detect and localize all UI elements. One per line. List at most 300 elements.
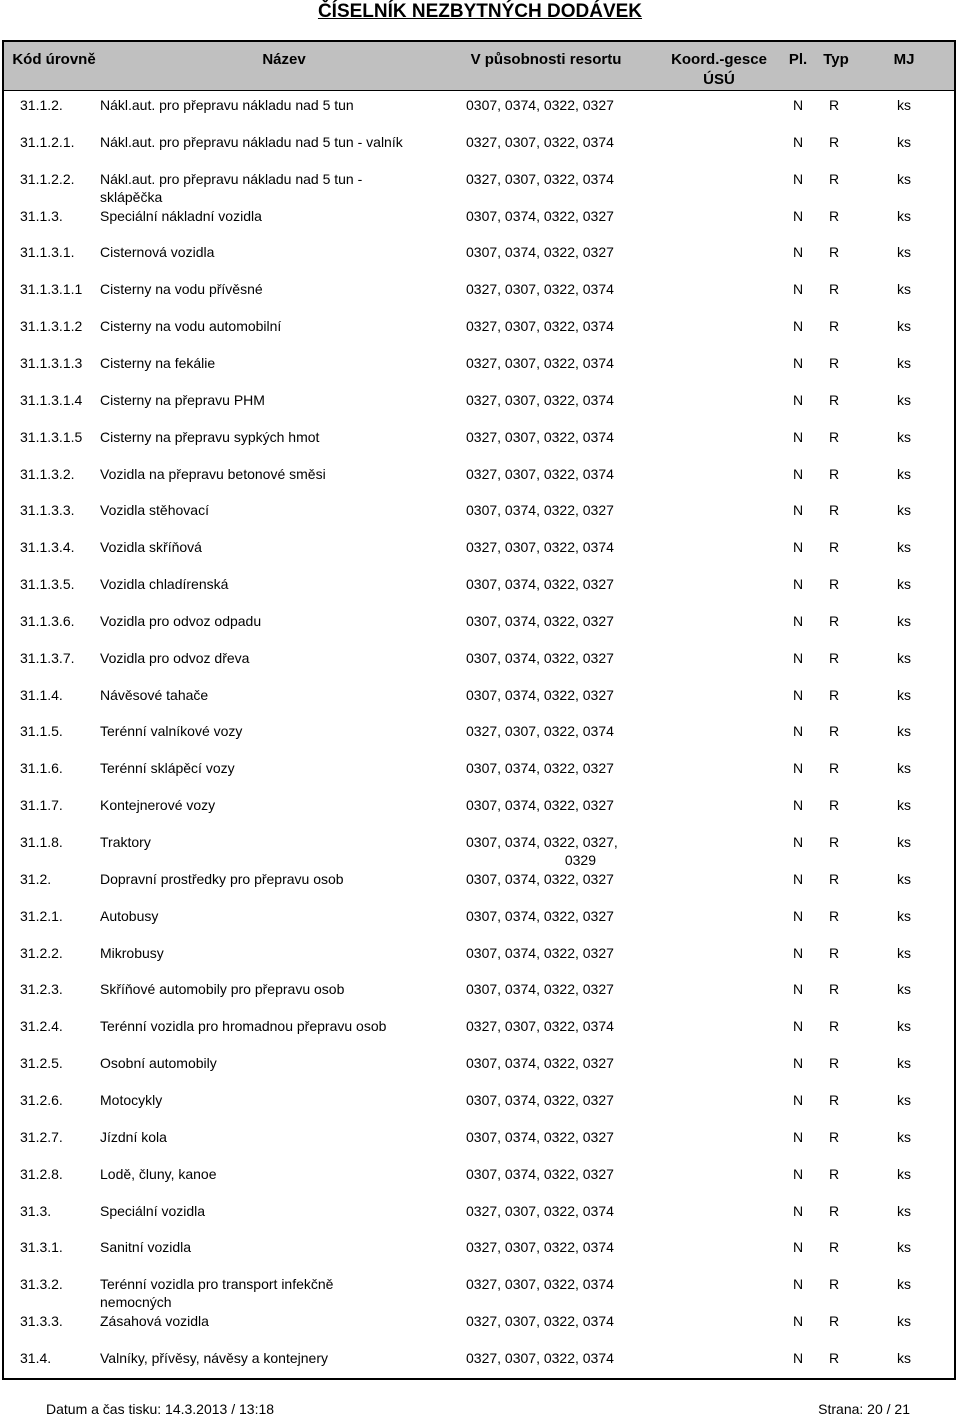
row-name bbox=[100, 243, 214, 261]
row-scope-line: 0327, 0307, 0322, 0374 bbox=[466, 281, 614, 298]
table-row bbox=[4, 604, 954, 640]
row-mj: ks bbox=[897, 97, 911, 113]
row-code: 31.1.3.1.1 bbox=[20, 281, 83, 298]
row-code: 31.2.4. bbox=[20, 1018, 63, 1035]
row-name-line: Terénní vozidla pro hromadnou přepravu osob bbox=[100, 1018, 387, 1035]
row-scope bbox=[466, 870, 636, 888]
row-name-line: Terénní valníkové vozy bbox=[100, 723, 243, 740]
row-mj: ks bbox=[897, 170, 911, 187]
row-name bbox=[100, 280, 263, 298]
row-name-line: Cisterny na přepravu sypkých hmot bbox=[100, 428, 320, 445]
row-name-line: Vozidla na přepravu betonové směsi bbox=[100, 465, 326, 482]
row-scope bbox=[466, 428, 636, 446]
row-typ: R bbox=[828, 354, 840, 371]
row-scope-line: 0327, 0307, 0322, 0374 bbox=[466, 1018, 614, 1035]
row-name bbox=[100, 538, 202, 556]
row-code: 31.1.3.7. bbox=[20, 649, 75, 666]
row-scope-line: 0327, 0307, 0322, 0374 bbox=[466, 723, 614, 740]
row-name bbox=[100, 133, 403, 151]
row-scope-line: 0307, 0374, 0322, 0327 bbox=[466, 244, 614, 261]
row-name-line: Vozidla pro odvoz dřeva bbox=[100, 649, 250, 666]
row-scope-line: 0307, 0374, 0322, 0327 bbox=[466, 1128, 614, 1145]
row-name bbox=[100, 686, 208, 704]
row-name bbox=[100, 1054, 217, 1072]
row-code: 31.1.3.1. bbox=[20, 244, 75, 261]
row-scope-line: 0307, 0374, 0322, 0327 bbox=[466, 686, 614, 703]
row-pl: N bbox=[792, 1349, 804, 1366]
row-scope bbox=[466, 686, 636, 704]
row-typ: R bbox=[828, 391, 840, 408]
table-row bbox=[4, 1341, 954, 1377]
row-scope-line: 0327, 0307, 0322, 0374 bbox=[466, 133, 614, 150]
table-row bbox=[4, 1046, 954, 1082]
table-header bbox=[4, 42, 954, 91]
col-koord-header: Koord.-gesce ÚSÚ bbox=[671, 51, 767, 88]
row-scope bbox=[466, 1091, 636, 1109]
row-scope bbox=[466, 1054, 636, 1072]
row-name bbox=[100, 575, 228, 593]
table-row bbox=[4, 162, 954, 205]
row-mj: ks bbox=[897, 281, 911, 298]
row-code: 31.1.6. bbox=[20, 760, 63, 777]
row-scope-line: 0327, 0307, 0322, 0374 bbox=[466, 354, 614, 371]
row-scope bbox=[466, 538, 636, 556]
col-scope-header: V působnosti resortu bbox=[470, 51, 622, 68]
row-name-line: Autobusy bbox=[100, 907, 159, 924]
row-name bbox=[100, 501, 209, 519]
row-pl: N bbox=[792, 391, 804, 408]
col-name-header: Název bbox=[262, 51, 306, 68]
row-scope-line: 0307, 0374, 0322, 0327 bbox=[466, 797, 614, 814]
row-name-line: Nákl.aut. pro přepravu nákladu nad 5 tun - valník bbox=[100, 133, 403, 150]
row-scope-line: 0307, 0374, 0322, 0327 bbox=[466, 612, 614, 629]
row-name-line: Zásahová vozidla bbox=[100, 1313, 209, 1330]
row-pl: N bbox=[792, 1165, 804, 1182]
row-name bbox=[100, 354, 215, 372]
row-code: 31.2.3. bbox=[20, 981, 63, 998]
row-typ: R bbox=[828, 1239, 840, 1256]
row-mj: ks bbox=[897, 391, 911, 408]
row-code: 31.1.3.1.4 bbox=[20, 391, 83, 408]
row-mj: ks bbox=[897, 944, 911, 961]
row-pl: N bbox=[792, 354, 804, 371]
row-mj: ks bbox=[897, 244, 911, 261]
row-scope bbox=[466, 207, 636, 225]
row-typ: R bbox=[828, 649, 840, 666]
row-name-line: Cisterny na vodu přívěsné bbox=[100, 281, 263, 298]
row-name-line: Terénní sklápěcí vozy bbox=[100, 760, 235, 777]
row-scope bbox=[466, 1275, 636, 1293]
row-scope bbox=[466, 1128, 636, 1146]
row-mj: ks bbox=[897, 870, 911, 887]
row-mj: ks bbox=[897, 612, 911, 629]
row-name-line: Cisternová vozidla bbox=[100, 244, 215, 261]
row-scope-line: 0307, 0374, 0322, 0327 bbox=[466, 760, 614, 777]
row-name-line: Vozidla chladírenská bbox=[100, 576, 229, 593]
row-name-line: Návěsové tahače bbox=[100, 686, 209, 703]
row-name bbox=[100, 907, 158, 925]
row-code: 31.2. bbox=[20, 870, 52, 887]
table-row bbox=[4, 1230, 954, 1266]
row-pl: N bbox=[792, 502, 804, 519]
row-mj: ks bbox=[897, 502, 911, 519]
row-mj: ks bbox=[897, 428, 911, 445]
row-pl: N bbox=[792, 97, 804, 113]
row-code: 31.1.2.2. bbox=[20, 170, 75, 187]
row-scope bbox=[466, 354, 636, 372]
row-name bbox=[100, 465, 326, 483]
table-row bbox=[4, 530, 954, 566]
row-typ: R bbox=[828, 1313, 840, 1330]
row-code: 31.1.3.6. bbox=[20, 612, 75, 629]
row-mj: ks bbox=[897, 1165, 911, 1182]
row-scope-line: 0327, 0307, 0322, 0374 bbox=[466, 1239, 614, 1256]
row-scope-line: 0327, 0307, 0322, 0374 bbox=[466, 428, 614, 445]
row-mj: ks bbox=[897, 1276, 911, 1293]
row-name-line: Vozidla pro odvoz odpadu bbox=[100, 612, 262, 629]
row-typ: R bbox=[828, 1349, 840, 1366]
row-name bbox=[100, 1165, 217, 1183]
row-mj: ks bbox=[897, 1055, 911, 1072]
row-scope bbox=[466, 980, 636, 998]
row-scope-line: 0307, 0374, 0322, 0327 bbox=[466, 944, 614, 961]
row-scope-line: 0327, 0307, 0322, 0374 bbox=[466, 1313, 614, 1330]
row-name bbox=[100, 207, 262, 225]
row-scope-line: 0327, 0307, 0322, 0374 bbox=[466, 1276, 614, 1293]
row-pl: N bbox=[792, 428, 804, 445]
row-typ: R bbox=[828, 207, 840, 224]
table-row bbox=[4, 751, 954, 787]
col-mj-header: MJ bbox=[893, 51, 915, 68]
row-scope-line: 0307, 0374, 0322, 0327 bbox=[466, 1055, 614, 1072]
row-typ: R bbox=[828, 1091, 840, 1108]
row-pl: N bbox=[792, 133, 804, 150]
row-name-line: Nákl.aut. pro přepravu nákladu nad 5 tun bbox=[100, 97, 354, 113]
table-row bbox=[4, 936, 954, 972]
page-title: ČÍSELNÍK NEZBYTNÝCH DODÁVEK bbox=[317, 1, 643, 22]
row-mj: ks bbox=[897, 797, 911, 814]
print-timestamp: Datum a čas tisku: 14.3.2013 / 13:18 bbox=[46, 1401, 275, 1417]
row-typ: R bbox=[828, 539, 840, 556]
row-code: 31.1.3.3. bbox=[20, 502, 75, 519]
table-row bbox=[4, 199, 954, 235]
table-row bbox=[4, 88, 954, 124]
row-scope bbox=[466, 133, 636, 151]
row-scope-line: 0327, 0307, 0322, 0374 bbox=[466, 318, 614, 335]
row-scope bbox=[466, 317, 636, 335]
row-typ: R bbox=[828, 834, 840, 850]
row-scope bbox=[466, 759, 636, 777]
row-pl: N bbox=[792, 244, 804, 261]
row-typ: R bbox=[828, 502, 840, 519]
row-scope bbox=[466, 96, 636, 114]
row-typ: R bbox=[828, 1276, 840, 1293]
row-typ: R bbox=[828, 170, 840, 187]
row-typ: R bbox=[828, 870, 840, 887]
row-mj: ks bbox=[897, 576, 911, 593]
row-mj: ks bbox=[897, 1091, 911, 1108]
row-scope bbox=[466, 722, 636, 740]
row-code: 31.3. bbox=[20, 1202, 52, 1219]
row-code: 31.3.1. bbox=[20, 1239, 63, 1256]
table-row bbox=[4, 641, 954, 677]
row-name-line: Traktory bbox=[100, 834, 151, 850]
row-code: 31.2.7. bbox=[20, 1128, 63, 1145]
row-name-line: Valníky, přívěsy, návěsy a kontejnery bbox=[100, 1349, 328, 1366]
row-pl: N bbox=[792, 612, 804, 629]
row-mj: ks bbox=[897, 318, 911, 335]
row-typ: R bbox=[828, 944, 840, 961]
row-scope bbox=[466, 391, 636, 409]
row-code: 31.1.3.4. bbox=[20, 539, 75, 556]
row-name bbox=[100, 722, 242, 740]
table-row bbox=[4, 714, 954, 750]
row-name bbox=[100, 428, 319, 446]
row-name-line: Cisterny na vodu automobilní bbox=[100, 318, 282, 335]
table-row bbox=[4, 825, 954, 868]
row-name-line: Skříňové automobily pro přepravu osob bbox=[100, 981, 345, 998]
row-pl: N bbox=[792, 760, 804, 777]
table-row bbox=[4, 309, 954, 345]
row-typ: R bbox=[828, 981, 840, 998]
row-mj: ks bbox=[897, 1313, 911, 1330]
row-scope bbox=[466, 1202, 636, 1220]
row-name-line: Sanitní vozidla bbox=[100, 1239, 192, 1256]
row-mj: ks bbox=[897, 539, 911, 556]
row-name bbox=[100, 870, 344, 888]
row-typ: R bbox=[828, 1055, 840, 1072]
row-scope-line: 0327, 0307, 0322, 0374 bbox=[466, 170, 614, 187]
table-row bbox=[4, 383, 954, 419]
data-table bbox=[2, 40, 956, 1380]
row-scope bbox=[466, 649, 636, 667]
row-pl: N bbox=[792, 723, 804, 740]
table-row bbox=[4, 1267, 954, 1311]
row-scope-line: 0307, 0374, 0322, 0327 bbox=[466, 981, 614, 998]
col-typ-header: Typ bbox=[823, 51, 849, 68]
row-mj: ks bbox=[897, 207, 911, 224]
row-name bbox=[100, 391, 265, 409]
row-code: 31.1.4. bbox=[20, 686, 63, 703]
row-typ: R bbox=[828, 1165, 840, 1182]
row-name bbox=[100, 612, 261, 630]
table-row bbox=[4, 862, 954, 898]
row-mj: ks bbox=[897, 354, 911, 371]
row-scope-line: 0307, 0374, 0322, 0327 bbox=[466, 502, 614, 519]
row-code: 31.1.3.5. bbox=[20, 576, 75, 593]
row-mj: ks bbox=[897, 760, 911, 777]
row-mj: ks bbox=[897, 649, 911, 666]
table-row bbox=[4, 346, 954, 382]
row-scope bbox=[466, 243, 636, 261]
row-pl: N bbox=[792, 834, 804, 850]
row-code: 31.2.5. bbox=[20, 1055, 63, 1072]
row-scope bbox=[466, 575, 636, 593]
row-typ: R bbox=[828, 576, 840, 593]
row-scope-line: 0307, 0374, 0322, 0327 bbox=[466, 649, 614, 666]
row-typ: R bbox=[828, 97, 840, 113]
row-pl: N bbox=[792, 1202, 804, 1219]
row-name-line: Cisterny na fekálie bbox=[100, 354, 216, 371]
row-pl: N bbox=[792, 907, 804, 924]
row-scope bbox=[466, 944, 636, 962]
row-typ: R bbox=[828, 723, 840, 740]
row-pl: N bbox=[792, 281, 804, 298]
row-scope-line: 0329 bbox=[564, 852, 596, 868]
row-scope bbox=[466, 501, 636, 519]
row-name-line: Vozidla skříňová bbox=[100, 539, 202, 556]
row-typ: R bbox=[828, 281, 840, 298]
row-mj: ks bbox=[897, 907, 911, 924]
table-row bbox=[4, 493, 954, 529]
row-scope-line: 0327, 0307, 0322, 0374 bbox=[466, 1349, 614, 1366]
row-name-line: Terénní vozidla pro transport infekčně bbox=[100, 1276, 334, 1293]
row-name bbox=[100, 1091, 162, 1109]
row-scope-line: 0327, 0307, 0322, 0374 bbox=[466, 539, 614, 556]
row-typ: R bbox=[828, 465, 840, 482]
row-name-line: nemocných bbox=[100, 1294, 172, 1311]
col-pl-header: Pl. bbox=[788, 51, 808, 68]
row-mj: ks bbox=[897, 1128, 911, 1145]
row-mj: ks bbox=[897, 981, 911, 998]
table-row bbox=[4, 678, 954, 714]
row-name-line: sklápěčka bbox=[100, 188, 163, 205]
row-code: 31.1.8. bbox=[20, 834, 63, 850]
page-number: Strana: 20 / 21 bbox=[818, 1401, 910, 1417]
row-name bbox=[100, 1238, 191, 1256]
row-pl: N bbox=[792, 170, 804, 187]
row-scope bbox=[466, 1349, 636, 1367]
row-code: 31.4. bbox=[20, 1349, 52, 1366]
row-typ: R bbox=[828, 1018, 840, 1035]
row-name bbox=[100, 796, 215, 814]
row-code: 31.1.5. bbox=[20, 723, 63, 740]
row-pl: N bbox=[792, 981, 804, 998]
row-name bbox=[100, 1312, 209, 1330]
row-pl: N bbox=[792, 576, 804, 593]
row-typ: R bbox=[828, 907, 840, 924]
row-name bbox=[100, 317, 281, 335]
row-name-line: Nákl.aut. pro přepravu nákladu nad 5 tun - bbox=[100, 170, 363, 187]
row-pl: N bbox=[792, 686, 804, 703]
row-code: 31.1.3.1.3 bbox=[20, 354, 83, 371]
row-name bbox=[100, 96, 354, 114]
row-scope bbox=[466, 796, 636, 814]
row-name bbox=[100, 1128, 167, 1146]
row-code: 31.1.2. bbox=[20, 97, 63, 113]
row-scope-line: 0327, 0307, 0322, 0374 bbox=[466, 391, 614, 408]
row-scope-line: 0307, 0374, 0322, 0327 bbox=[466, 576, 614, 593]
row-mj: ks bbox=[897, 465, 911, 482]
col-code-header: Kód úrovně bbox=[12, 51, 96, 68]
row-typ: R bbox=[828, 318, 840, 335]
row-code: 31.2.1. bbox=[20, 907, 63, 924]
row-mj: ks bbox=[897, 1239, 911, 1256]
row-scope-line: 0307, 0374, 0322, 0327 bbox=[466, 97, 614, 113]
row-scope-line: 0307, 0374, 0322, 0327 bbox=[466, 870, 614, 887]
table-row bbox=[4, 1194, 954, 1230]
row-pl: N bbox=[792, 944, 804, 961]
row-typ: R bbox=[828, 612, 840, 629]
row-scope-line: 0307, 0374, 0322, 0327 bbox=[466, 207, 614, 224]
row-pl: N bbox=[792, 207, 804, 224]
table-row bbox=[4, 1083, 954, 1119]
row-name-line: Speciální vozidla bbox=[100, 1202, 206, 1219]
row-name-line: Lodě, čluny, kanoe bbox=[100, 1165, 217, 1182]
row-name bbox=[100, 1017, 386, 1035]
row-name bbox=[100, 649, 249, 667]
row-mj: ks bbox=[897, 723, 911, 740]
row-scope-line: 0307, 0374, 0322, 0327, bbox=[466, 834, 618, 850]
row-scope bbox=[466, 1017, 636, 1035]
row-scope-line: 0307, 0374, 0322, 0327 bbox=[466, 907, 614, 924]
row-code: 31.3.3. bbox=[20, 1313, 63, 1330]
row-name-line: Osobní automobily bbox=[100, 1055, 217, 1072]
row-name-line: Vozidla stěhovací bbox=[100, 502, 209, 519]
row-scope bbox=[466, 170, 636, 188]
row-typ: R bbox=[828, 1202, 840, 1219]
row-name-line: Jízdní kola bbox=[100, 1128, 167, 1145]
row-code: 31.1.3.1.5 bbox=[20, 428, 83, 445]
row-name bbox=[100, 980, 344, 998]
table-row bbox=[4, 235, 954, 271]
row-pl: N bbox=[792, 649, 804, 666]
row-pl: N bbox=[792, 1313, 804, 1330]
row-name bbox=[100, 1349, 328, 1367]
row-pl: N bbox=[792, 1276, 804, 1293]
row-code: 31.3.2. bbox=[20, 1276, 63, 1293]
row-scope-line: 0307, 0374, 0322, 0327 bbox=[466, 1091, 614, 1108]
table-row bbox=[4, 125, 954, 161]
row-typ: R bbox=[828, 244, 840, 261]
row-pl: N bbox=[792, 1239, 804, 1256]
table-row bbox=[4, 567, 954, 603]
row-mj: ks bbox=[897, 1349, 911, 1366]
row-code: 31.1.3.2. bbox=[20, 465, 75, 482]
table-row bbox=[4, 788, 954, 824]
table-row bbox=[4, 1009, 954, 1045]
row-scope bbox=[466, 1312, 636, 1330]
row-typ: R bbox=[828, 760, 840, 777]
row-name bbox=[100, 944, 164, 962]
row-name bbox=[100, 833, 151, 851]
row-mj: ks bbox=[897, 686, 911, 703]
row-scope bbox=[466, 612, 636, 630]
row-pl: N bbox=[792, 1128, 804, 1145]
row-pl: N bbox=[792, 797, 804, 814]
row-scope bbox=[466, 280, 636, 298]
row-code: 31.1.2.1. bbox=[20, 133, 75, 150]
table-row bbox=[4, 457, 954, 493]
row-code: 31.1.7. bbox=[20, 797, 63, 814]
row-pl: N bbox=[792, 318, 804, 335]
row-name-line: Mikrobusy bbox=[100, 944, 164, 961]
row-scope bbox=[466, 465, 636, 483]
table-row bbox=[4, 1157, 954, 1193]
row-typ: R bbox=[828, 797, 840, 814]
table-row bbox=[4, 272, 954, 308]
row-name-line: Speciální nákladní vozidla bbox=[100, 207, 262, 224]
row-name-line: Kontejnerové vozy bbox=[100, 797, 216, 814]
row-pl: N bbox=[792, 465, 804, 482]
row-mj: ks bbox=[897, 133, 911, 150]
table-row bbox=[4, 972, 954, 1008]
row-scope-line: 0327, 0307, 0322, 0374 bbox=[466, 465, 614, 482]
row-name-line: Cisterny na přepravu PHM bbox=[100, 391, 265, 408]
row-code: 31.1.3.1.2 bbox=[20, 318, 83, 335]
row-code: 31.2.6. bbox=[20, 1091, 63, 1108]
row-pl: N bbox=[792, 539, 804, 556]
